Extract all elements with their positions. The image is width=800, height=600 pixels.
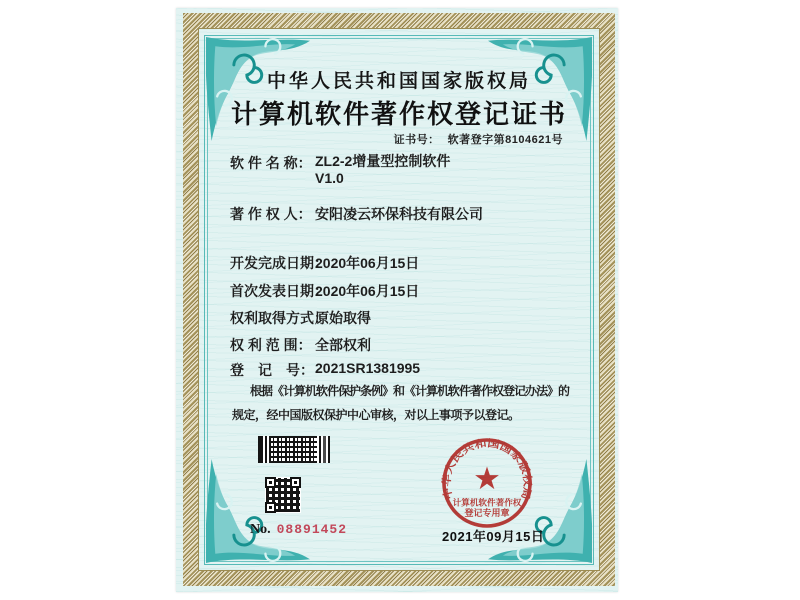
- certificate-title: 计算机软件著作权登记证书: [230, 100, 567, 129]
- certificate-number-line: [394, 131, 563, 147]
- field-value: 2021SR1381995: [315, 360, 421, 376]
- qr-finder-pattern: [265, 502, 276, 513]
- field-label: 权 利 范 围：: [230, 337, 312, 353]
- qr-finder-pattern: [290, 477, 301, 488]
- field-value: 2020年06月15日: [315, 255, 420, 271]
- serial-prefix: No.: [250, 522, 271, 537]
- serial-number-line: [250, 520, 347, 538]
- field-label: 登 记 号：: [230, 362, 314, 378]
- field-label: 权利取得方式：: [230, 310, 328, 326]
- statement-line-2: 规定，经中国版权保护中心审核，对以上事项予以登记。: [232, 408, 520, 422]
- seal-caption-line2: 登记专用章: [464, 508, 510, 518]
- qr-finder-dot: [294, 481, 297, 484]
- seal-caption-line1: 计算机软件著作权: [452, 497, 522, 508]
- serial-number: 08891452: [276, 522, 348, 537]
- field-value: 2020年06月15日: [315, 283, 420, 299]
- software-version: V1.0: [315, 170, 344, 186]
- barcode-guard-bar: [258, 436, 263, 463]
- barcode-guard-bar: [328, 436, 330, 463]
- field-label: 著 作 权 人：: [230, 206, 312, 222]
- field-value: 原始取得: [315, 310, 371, 326]
- field-label: 软 件 名 称：: [230, 155, 312, 171]
- qr-code-icon: [265, 477, 301, 513]
- certificate-number-label: 证书号：: [393, 134, 440, 146]
- issuer-heading: 中华人民共和国国家版权局: [266, 71, 531, 92]
- field-value: 全部权利: [315, 337, 371, 353]
- field-label: 开发完成日期：: [230, 255, 328, 271]
- qr-finder-dot: [269, 481, 272, 484]
- certificate-page: [176, 8, 618, 592]
- field-value: [315, 153, 450, 187]
- barcode-guard-bar: [323, 436, 326, 463]
- official-seal: [437, 433, 537, 533]
- barcode-data-region: [269, 436, 317, 463]
- issue-date: 2021年09月15日: [442, 529, 545, 544]
- software-name-line1: ZL2-2增量型控制软件: [315, 153, 451, 169]
- star-icon: [475, 467, 499, 490]
- qr-finder-dot: [269, 506, 272, 509]
- seal-ring-text: 中华人民共和国国家版权局: [441, 438, 533, 501]
- barcode-guard-bar: [265, 436, 267, 463]
- certificate-number-value: 软著登字第8104621号: [447, 134, 563, 146]
- barcode-guard-bar: [319, 436, 321, 463]
- barcode-2d-icon: [258, 436, 330, 463]
- field-label: 首次发表日期：: [230, 283, 328, 299]
- statement-line-1: 根据《计算机软件保护条例》和《计算机软件著作权登记办法》的: [250, 384, 570, 398]
- field-value: 安阳凌云环保科技有限公司: [315, 206, 483, 222]
- qr-finder-pattern: [265, 477, 276, 488]
